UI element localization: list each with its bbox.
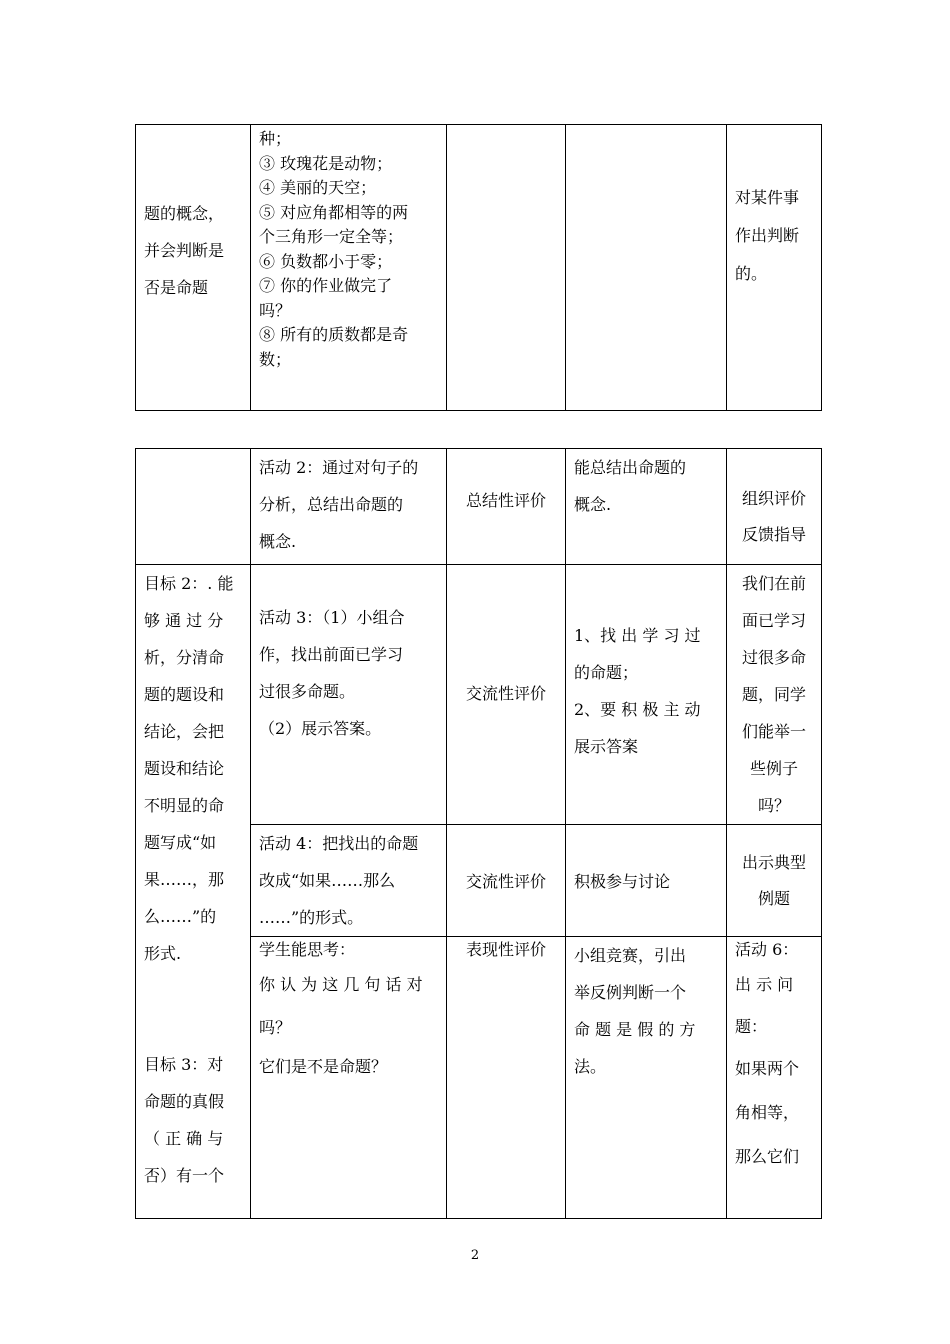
text-line: ⑥ 负数都小于零； — [259, 251, 393, 271]
text-line: 组织评价 — [741, 489, 806, 508]
goal-cell — [136, 565, 251, 1219]
text-line: 2、要 积 极 主 动 — [574, 700, 701, 719]
text-line: 否是命题 — [144, 278, 209, 297]
text-line: 作出判断 — [735, 226, 800, 245]
evaluation-cell — [447, 125, 566, 411]
text-line: 种； — [259, 129, 292, 148]
activity-cell — [251, 565, 447, 825]
criteria-text: 积极参与讨论 — [574, 872, 671, 891]
text-line: 概念. — [259, 532, 297, 551]
goal-cell-empty — [136, 449, 251, 565]
text-line: 过很多命题。 — [259, 682, 356, 701]
evaluation-cell — [447, 937, 566, 1219]
guide-cell — [727, 937, 822, 1219]
text-line: 吗？ — [259, 300, 292, 320]
text-line: 你 认 为 这 几 句 话 对 — [259, 975, 423, 994]
text-line: 活动 6： — [735, 940, 799, 959]
text-line: 出 示 问 — [735, 975, 794, 994]
text-line: 概念. — [574, 495, 612, 514]
text-line: 出示典型 — [741, 852, 806, 872]
text-line: 否）有一个 — [144, 1166, 225, 1185]
text-line: 吗？ — [757, 796, 790, 815]
text-line: 目标 3：对 — [144, 1055, 224, 1074]
text-line: 数； — [259, 349, 292, 369]
text-line: 分析，总结出命题的 — [259, 495, 404, 514]
text-line: 吗？ — [259, 1018, 292, 1037]
text-line: 命题的真假 — [144, 1092, 225, 1111]
text-line: 题写成“如 — [144, 833, 217, 852]
text-line: 对某件事 — [735, 188, 800, 207]
text-line: 作，找出前面已学习 — [259, 645, 404, 664]
text-line: 展示答案 — [574, 737, 639, 756]
text-line: 活动 4：把找出的命题 — [259, 834, 419, 853]
evaluation-text: 交流性评价 — [465, 872, 546, 891]
evaluation-text: 表现性评价 — [465, 940, 546, 959]
text-line: 改成“如果……那么 — [259, 871, 396, 890]
activity-cell — [251, 125, 447, 411]
text-line: 它们是不是命题？ — [259, 1057, 388, 1076]
text-line: 并会判断是 — [144, 241, 225, 260]
criteria-cell — [566, 125, 727, 411]
text-line: 例题 — [757, 888, 790, 908]
criteria-cell — [566, 449, 727, 565]
page-number: 2 — [470, 1248, 480, 1263]
text-line: ⑤ 对应角都相等的两 — [259, 202, 409, 222]
text-line: 们能举一 — [741, 722, 806, 741]
text-line: 那么它们 — [735, 1147, 800, 1166]
text-line: 的命题； — [574, 663, 639, 682]
text-line: 题设和结论 — [144, 759, 225, 778]
evaluation-cell — [447, 449, 566, 565]
text-line: 形式. — [144, 944, 182, 963]
text-line: ⑧ 所有的质数都是奇 — [259, 325, 409, 344]
text-line: 举反例判断一个 — [574, 983, 687, 1002]
text-line: 些例子 — [749, 759, 798, 778]
guide-cell — [727, 449, 822, 565]
text-line — [144, 972, 242, 1009]
text-line: 我们在前 — [741, 574, 806, 593]
guide-cell — [727, 125, 822, 411]
text-line: 够 通 过 分 — [144, 611, 224, 630]
text-line: 目标 2：. 能 — [144, 574, 234, 593]
evaluation-text: 总结性评价 — [465, 491, 546, 510]
text-line: 反馈指导 — [741, 525, 806, 544]
text-line: 的。 — [735, 264, 768, 283]
evaluation-text: 交流性评价 — [465, 683, 546, 703]
guide-cell — [727, 825, 822, 937]
goal-cell — [136, 125, 251, 411]
text-line: 题的题设和 — [144, 685, 225, 704]
text-line: 命 题 是 假 的 方 — [574, 1020, 696, 1039]
table-top — [135, 124, 822, 411]
text-line: 能总结出命题的 — [574, 458, 687, 477]
text-line: 么……”的 — [144, 907, 217, 926]
text-line: 小组竞赛，引出 — [574, 946, 687, 965]
text-line: 个三角形一定全等； — [259, 227, 404, 246]
guide-cell — [727, 565, 822, 825]
text-line: （ 正 确 与 — [144, 1129, 224, 1148]
text-line: 过很多命 — [741, 648, 806, 667]
evaluation-cell — [447, 825, 566, 937]
text-line: 题，同学 — [741, 685, 806, 704]
activity-cell — [251, 825, 447, 937]
criteria-cell — [566, 937, 727, 1219]
text-line: 1、找 出 学 习 过 — [574, 626, 701, 645]
text-line: ⑦ 你的作业做完了 — [259, 276, 393, 295]
text-line: 活动 3：（1）小组合 — [259, 608, 405, 627]
criteria-cell — [566, 825, 727, 937]
text-line: 不明显的命 — [144, 796, 225, 815]
table-bottom — [135, 448, 822, 1219]
text-line: 角相等， — [735, 1103, 800, 1122]
text-line: （2）展示答案。 — [259, 719, 382, 738]
text-line: 结论，会把 — [144, 722, 225, 741]
text-line: 面已学习 — [741, 611, 806, 630]
activity-cell — [251, 937, 447, 1219]
text-line — [144, 1009, 242, 1046]
text-line: 果……，那 — [144, 870, 225, 889]
text-line: 如果两个 — [735, 1059, 800, 1078]
text-line: ④ 美丽的天空； — [259, 178, 377, 197]
text-line: 法。 — [574, 1057, 607, 1076]
text-line: 题： — [735, 1017, 768, 1036]
text-line: ③ 玫瑰花是动物； — [259, 153, 393, 173]
text-line: 学生能思考： — [259, 940, 356, 959]
text-line: 活动 2：通过对句子的 — [259, 458, 419, 477]
text-line: ……”的形式。 — [259, 908, 364, 927]
text-line: 析，分清命 — [144, 648, 225, 667]
criteria-cell — [566, 565, 727, 825]
text-line: 题的概念， — [144, 204, 225, 223]
evaluation-cell — [447, 565, 566, 825]
activity-cell — [251, 449, 447, 565]
